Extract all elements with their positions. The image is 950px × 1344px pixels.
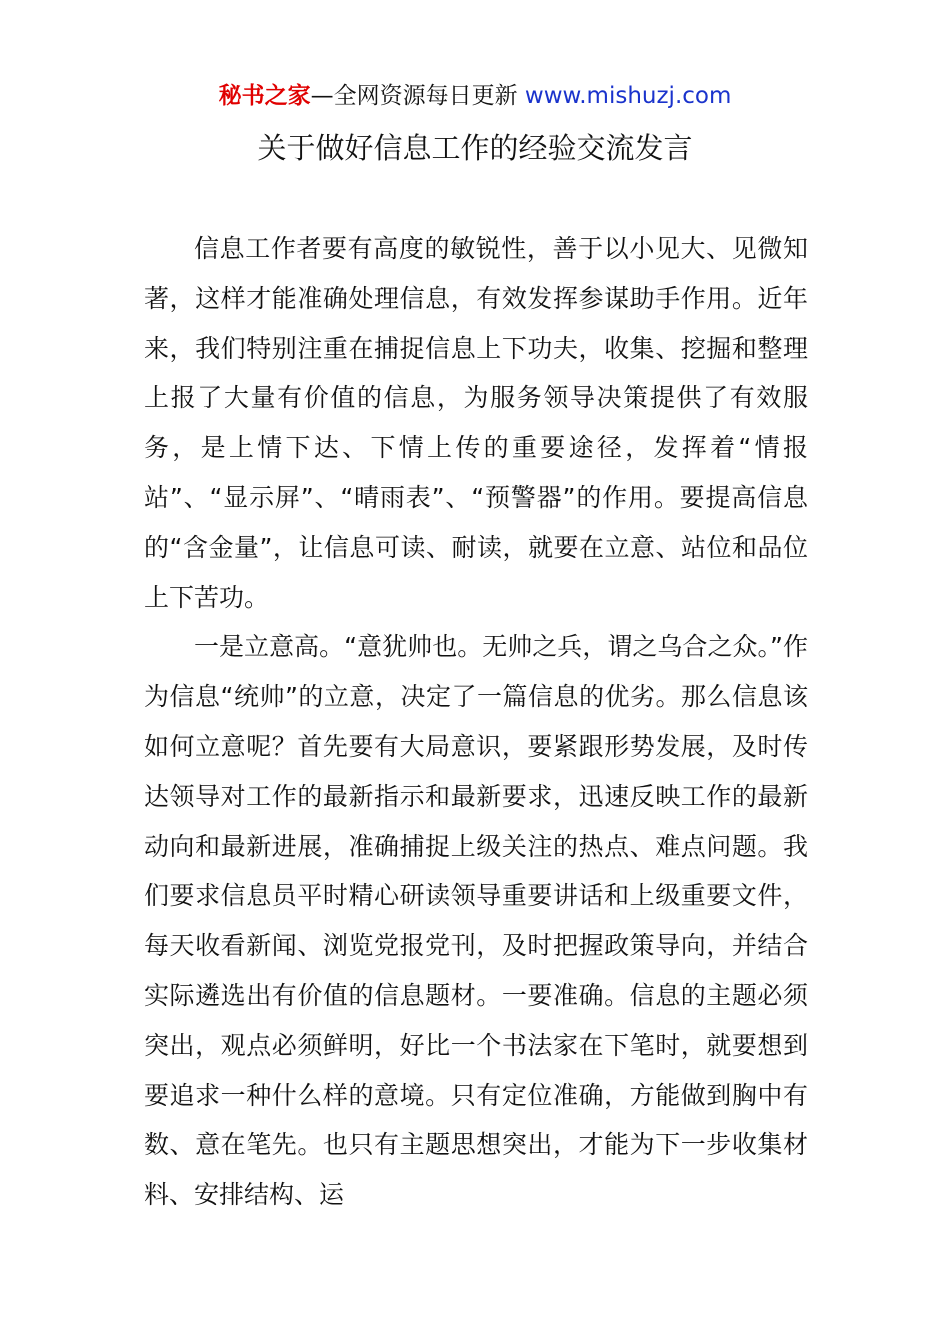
- paragraph-point-one: 一是立意高。“意犹帅也。无帅之兵，谓之乌合之众。”作为信息“统帅”的立意，决定了一篇信息的优劣。那么信息该如何立意呢？首先要有大局意识，要紧跟形势发展，及时传达领导对工作的最新指示和最新要求，迅速反映工作的最新动向和最新进展，准确捕捉上级关注的热点、难点问题。我们要求信息员平时精心研读领导重要讲话和上级重要文件，每天收看新闻、浏览党报党刊，及时把握政策导向，并结合实际遴选出有价值的信息题材。一要准确。信息的主题必须突出，观点必须鲜明，好比一个书法家在下笔时，就要想到要追求一种什么样的意境。只有定位准确，方能做到胸中有数、意在笔先。也只有主题思想突出，才能为下一步收集材料、安排结构、运: [144, 632, 808, 1210]
- document-body: [144, 224, 808, 1220]
- site-url-link[interactable]: www.mishuzj.com: [524, 83, 732, 109]
- paragraph-intro: 信息工作者要有高度的敏锐性，善于以小见大、见微知著，这样才能准确处理信息，有效发挥参谋助手作用。近年来，我们特别注重在捕捉信息上下功夫，收集、挖掘和整理上报了大量有价值的信息，为服务领导决策提供了有效服务，是上情下达、下情上传的重要途径，发挥着“情报站”、“显示屏”、“晴雨表”、“预警器”的作用。要提高信息的“含金量”，让信息可读、耐读，就要在立意、站位和品位上下苦功。: [144, 234, 808, 612]
- site-header: [0, 80, 950, 112]
- site-brand: 秘书之家: [218, 83, 311, 109]
- site-slogan: —全网资源每日更新: [310, 83, 525, 109]
- document-title: 关于做好信息工作的经验交流发言: [257, 131, 693, 165]
